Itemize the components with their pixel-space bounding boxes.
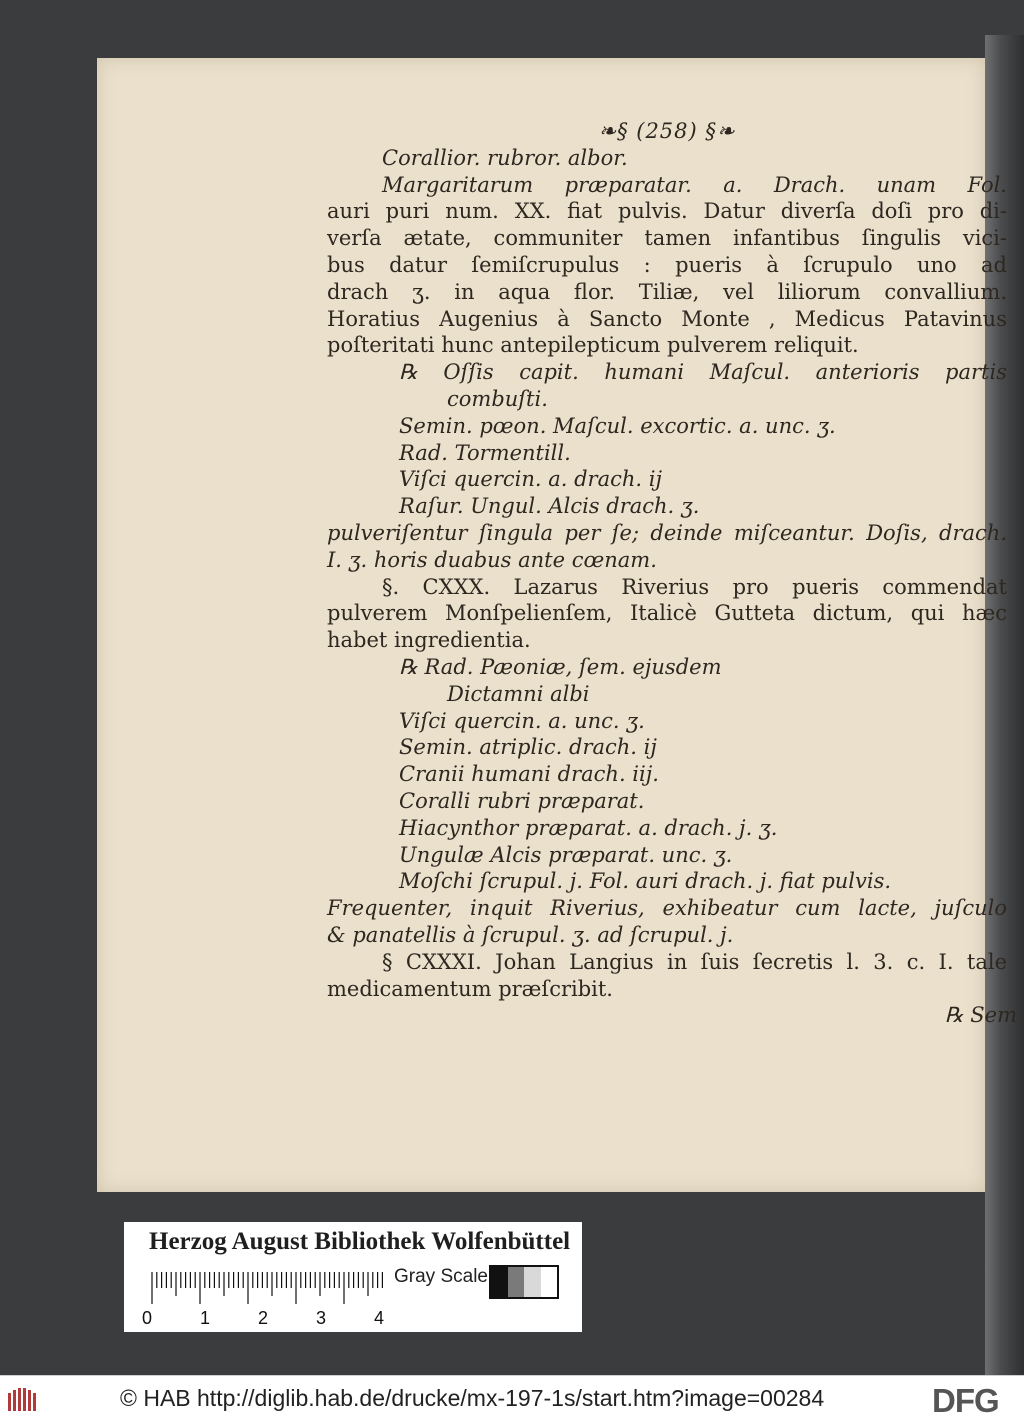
text-line: § CXXXI. Johan Langius in ſuis ſecretis l. 3. c. I. tale bbox=[382, 949, 1007, 974]
text-line: Ungulæ Alcis præparat. unc. ʒ. bbox=[399, 842, 733, 867]
gray-scale-label: Gray Scale bbox=[394, 1266, 488, 1287]
text-line: Margaritarum præparatar. a. Drach. unam Fol. bbox=[382, 172, 1007, 197]
text-line: Viſci quercin. a. unc. ʒ. bbox=[399, 708, 645, 733]
gray-swatch bbox=[541, 1267, 558, 1297]
gray-swatch bbox=[524, 1267, 541, 1297]
text-line: poſteritati hunc antepilepticum pulverem reliquit. bbox=[327, 333, 859, 358]
text-line: habet ingredientia. bbox=[327, 628, 531, 653]
book-page bbox=[97, 58, 1017, 1192]
text-line: combuſti. bbox=[447, 386, 548, 411]
text-line: ℞ Rad. Pæoniæ, ſem. ejusdem bbox=[399, 654, 722, 679]
ruler-number: 4 bbox=[374, 1308, 385, 1328]
text-line: Frequenter, inquit Riverius, exhibeatur cum lacte, juſculo bbox=[327, 896, 1007, 921]
copyright-url[interactable]: © HAB http://diglib.hab.de/drucke/mx-197-1s/start.htm?image=00284 bbox=[120, 1385, 825, 1411]
text-line: Dictamni albi bbox=[447, 681, 590, 706]
library-title: Herzog August Bibliothek Wolfenbüttel bbox=[149, 1228, 571, 1255]
text-line: Rad. Tormentill. bbox=[399, 440, 571, 465]
text-line: Viſci quercin. a. drach. ij bbox=[399, 467, 662, 492]
hab-logo-icon bbox=[6, 1385, 42, 1415]
catchword-line bbox=[327, 1002, 1017, 1029]
text-line: Semin. pœon. Maſcul. excortic. a. unc. ʒ. bbox=[399, 413, 836, 438]
text-line: auri puri num. XX. fiat pulvis. Datur diverſa doſi pro di- bbox=[327, 199, 1007, 224]
text-line: ℞ Oſſis capit. humani Maſcul. anterioris partis bbox=[399, 360, 1007, 385]
text-line: medicamentum præſcribit. bbox=[327, 976, 613, 1001]
color-calibration-label bbox=[124, 1222, 582, 1332]
ruler-scale bbox=[146, 1270, 386, 1310]
text-line: Corallior. rubror. albor. bbox=[382, 145, 628, 170]
ruler-number: 1 bbox=[200, 1308, 211, 1328]
ruler-number: 2 bbox=[258, 1308, 269, 1328]
text-line: Hiacynthor præparat. a. drach. j. ʒ. bbox=[399, 815, 778, 840]
dfg-logo: DFG bbox=[932, 1382, 999, 1419]
text-line: pulveriſentur ſingula per ſe; deinde miſceantur. Doſis, drach. bbox=[327, 520, 1007, 545]
text-line: Moſchi ſcrupul. j. Fol. auri drach. j. fiat pulvis. bbox=[399, 869, 892, 894]
text-line: I. ʒ. horis duabus ante cœnam. bbox=[327, 547, 657, 572]
text-line: Horatius Augenius à Sancto Monte , Medicus Patavinus bbox=[327, 306, 1007, 331]
page-text bbox=[327, 118, 1017, 1029]
text-line: pulverem Monſpelienſem, Italicè Gutteta dictum, qui hæc bbox=[327, 601, 1007, 626]
gray-scale-swatches bbox=[489, 1265, 559, 1299]
text-line: bus datur ſemiſcrupulus : pueris à ſcrupulo uno ad bbox=[327, 252, 1007, 277]
ruler-number: 0 bbox=[142, 1308, 153, 1328]
gray-swatch bbox=[491, 1267, 508, 1297]
text-line: drach ʒ. in aqua flor. Tiliæ, vel liliorum convallium. bbox=[327, 279, 1007, 304]
text-line: Coralli rubri præparat. bbox=[399, 788, 645, 813]
catchword: ℞ Sem bbox=[944, 1003, 1017, 1028]
text-line: & panatellis à ſcrupul. ʒ. ad ſcrupul. j. bbox=[327, 922, 734, 947]
gray-swatch bbox=[508, 1267, 525, 1297]
text-line: Semin. atriplic. drach. ij bbox=[399, 735, 657, 760]
text-line: §. CXXX. Lazarus Riverius pro pueris commendat bbox=[382, 574, 1007, 599]
text-line: Raſur. Ungul. Alcis drach. ʒ. bbox=[399, 494, 700, 519]
ruler-number: 3 bbox=[316, 1308, 327, 1328]
text-line: ❧§ (258) §❧ bbox=[598, 119, 736, 143]
text-line: verſa ætate, communiter tamen infantibus ſingulis vici- bbox=[327, 226, 1007, 251]
footer-bar bbox=[0, 1375, 1024, 1424]
text-line: Cranii humani drach. iij. bbox=[399, 762, 659, 787]
